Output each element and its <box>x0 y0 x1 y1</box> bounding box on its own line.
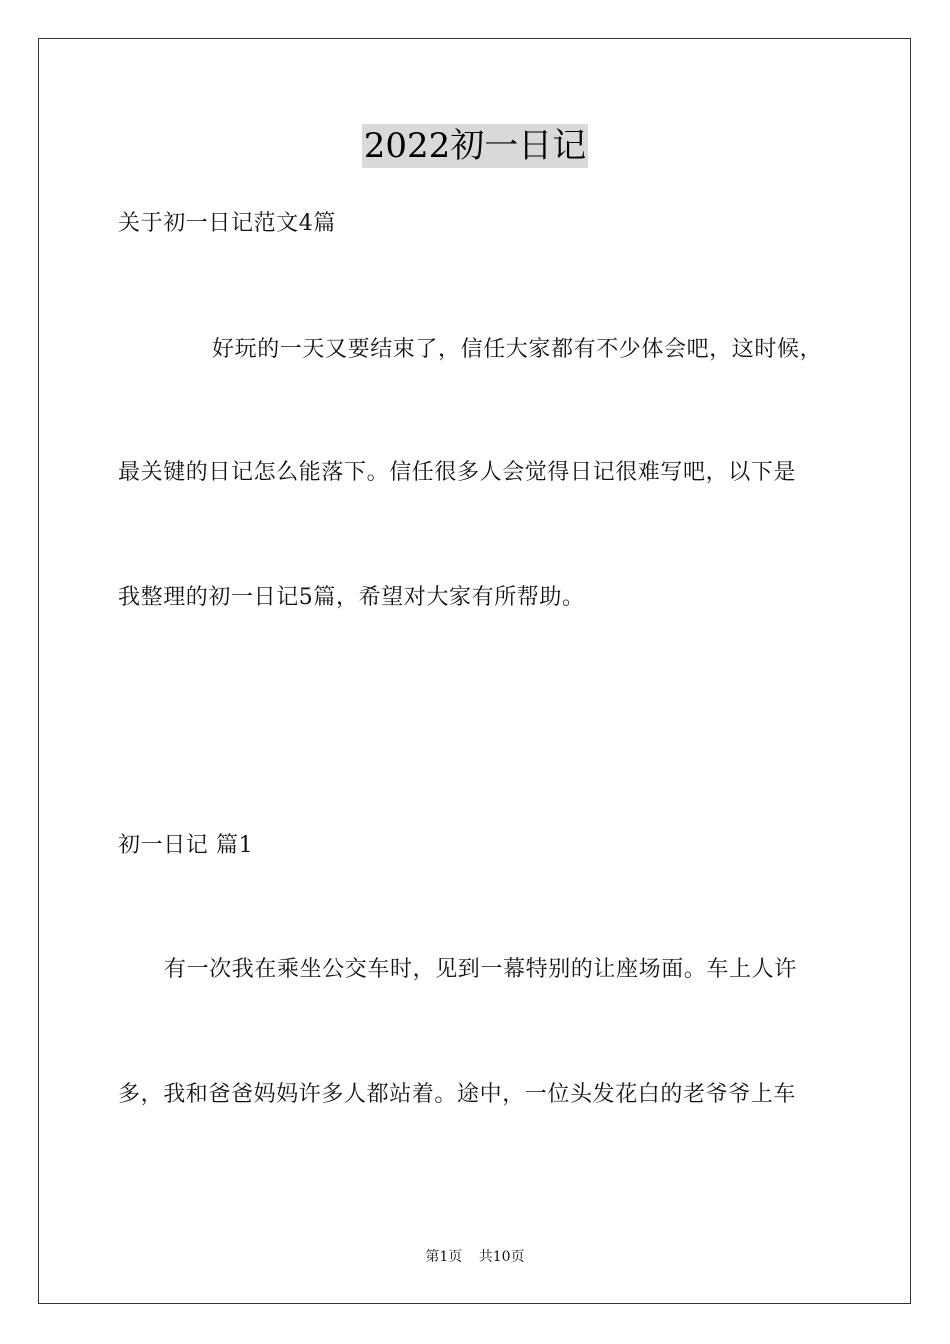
document-title: 2022初一日记 <box>363 126 587 166</box>
intro-paragraph-line: 我整理的初一日记5篇，希望对大家有所帮助。 <box>118 585 585 610</box>
page-footer <box>0 1248 950 1266</box>
section-heading: 初一日记 篇1 <box>118 833 254 858</box>
document-subtitle: 关于初一日记范文4篇 <box>118 211 336 236</box>
intro-paragraph-line: 最关键的日记怎么能落下。信任很多人会觉得日记很难写吧，以下是 <box>118 460 797 485</box>
body-paragraph-line: 有一次我在乘坐公交车时，见到一幕特别的让座场面。车上人许 <box>164 957 797 982</box>
page-total: 共10页 <box>478 1249 525 1265</box>
body-paragraph-line: 多，我和爸爸妈妈许多人都站着。途中，一位头发花白的老爷爷上车 <box>118 1082 797 1107</box>
title-container <box>0 124 950 168</box>
intro-paragraph-line: 好玩的一天又要结束了，信任大家都有不少体会吧，这时候， <box>212 337 823 362</box>
page-number: 第1页 <box>425 1249 463 1265</box>
